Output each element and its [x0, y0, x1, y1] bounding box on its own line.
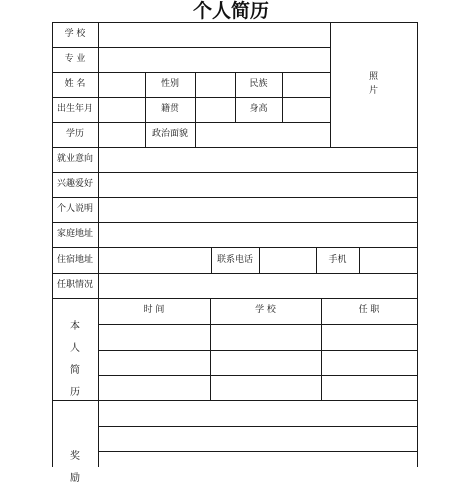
label-job-intent: 就业意向	[56, 154, 93, 164]
label-photo-2: 片	[368, 86, 378, 96]
current-address-field[interactable]	[99, 248, 211, 273]
label-height: 身高	[249, 104, 268, 114]
label-phone: 联系电话	[216, 255, 253, 265]
birth-field[interactable]	[99, 98, 145, 122]
job-intent-field[interactable]	[99, 148, 417, 172]
label-positions: 任职情况	[56, 280, 93, 290]
phone-field[interactable]	[260, 248, 316, 273]
resume-side-char: 简	[70, 365, 80, 376]
resume-side-label	[68, 316, 82, 404]
photo-box[interactable]	[331, 23, 417, 147]
resume-col-post: 任 职	[358, 305, 380, 315]
label-education: 学历	[65, 129, 84, 139]
label-mobile: 手机	[328, 255, 347, 265]
hline	[52, 298, 418, 299]
native-place-field[interactable]	[196, 98, 235, 122]
resume-side-char: 人	[70, 343, 80, 354]
ethnicity-field[interactable]	[283, 73, 330, 97]
positions-field[interactable]	[99, 274, 417, 298]
hline	[98, 451, 418, 452]
height-field[interactable]	[283, 98, 330, 122]
awards-side-char: 奖	[70, 451, 80, 462]
hline	[98, 350, 418, 351]
major-field[interactable]	[99, 48, 330, 72]
hline	[98, 324, 418, 325]
label-gender: 性别	[160, 79, 179, 89]
label-school: 学 校	[64, 29, 86, 39]
label-home-address: 家庭地址	[56, 229, 93, 239]
label-photo-1: 照	[368, 72, 378, 82]
gender-field[interactable]	[196, 73, 235, 97]
school-field[interactable]	[99, 23, 330, 47]
awards-side-label	[68, 446, 82, 490]
education-field[interactable]	[99, 123, 145, 147]
label-name: 姓 名	[64, 79, 86, 89]
label-native-place: 籍贯	[160, 104, 179, 114]
hline	[52, 400, 418, 401]
label-hobbies: 兴趣爱好	[56, 179, 93, 189]
name-field[interactable]	[99, 73, 145, 97]
self-intro-field[interactable]	[99, 198, 417, 222]
political-status-field[interactable]	[196, 123, 330, 147]
hline	[98, 375, 418, 376]
mobile-field[interactable]	[360, 248, 417, 273]
page-title: 个人简历	[192, 0, 269, 22]
label-birth: 出生年月	[56, 104, 93, 114]
label-current-address: 住宿地址	[56, 255, 93, 265]
label-major: 专 业	[64, 54, 86, 64]
label-political-status: 政治面貌	[151, 129, 188, 139]
label-ethnicity: 民族	[249, 79, 268, 89]
hobbies-field[interactable]	[99, 173, 417, 197]
resume-col-time: 时 间	[143, 305, 165, 315]
resume-side-char: 本	[70, 321, 80, 332]
label-self-intro: 个人说明	[56, 204, 93, 214]
home-address-field[interactable]	[99, 223, 417, 247]
resume-side-char: 历	[70, 387, 80, 398]
awards-side-char: 励	[70, 473, 80, 484]
hline	[98, 426, 418, 427]
resume-col-school: 学 校	[255, 305, 276, 315]
